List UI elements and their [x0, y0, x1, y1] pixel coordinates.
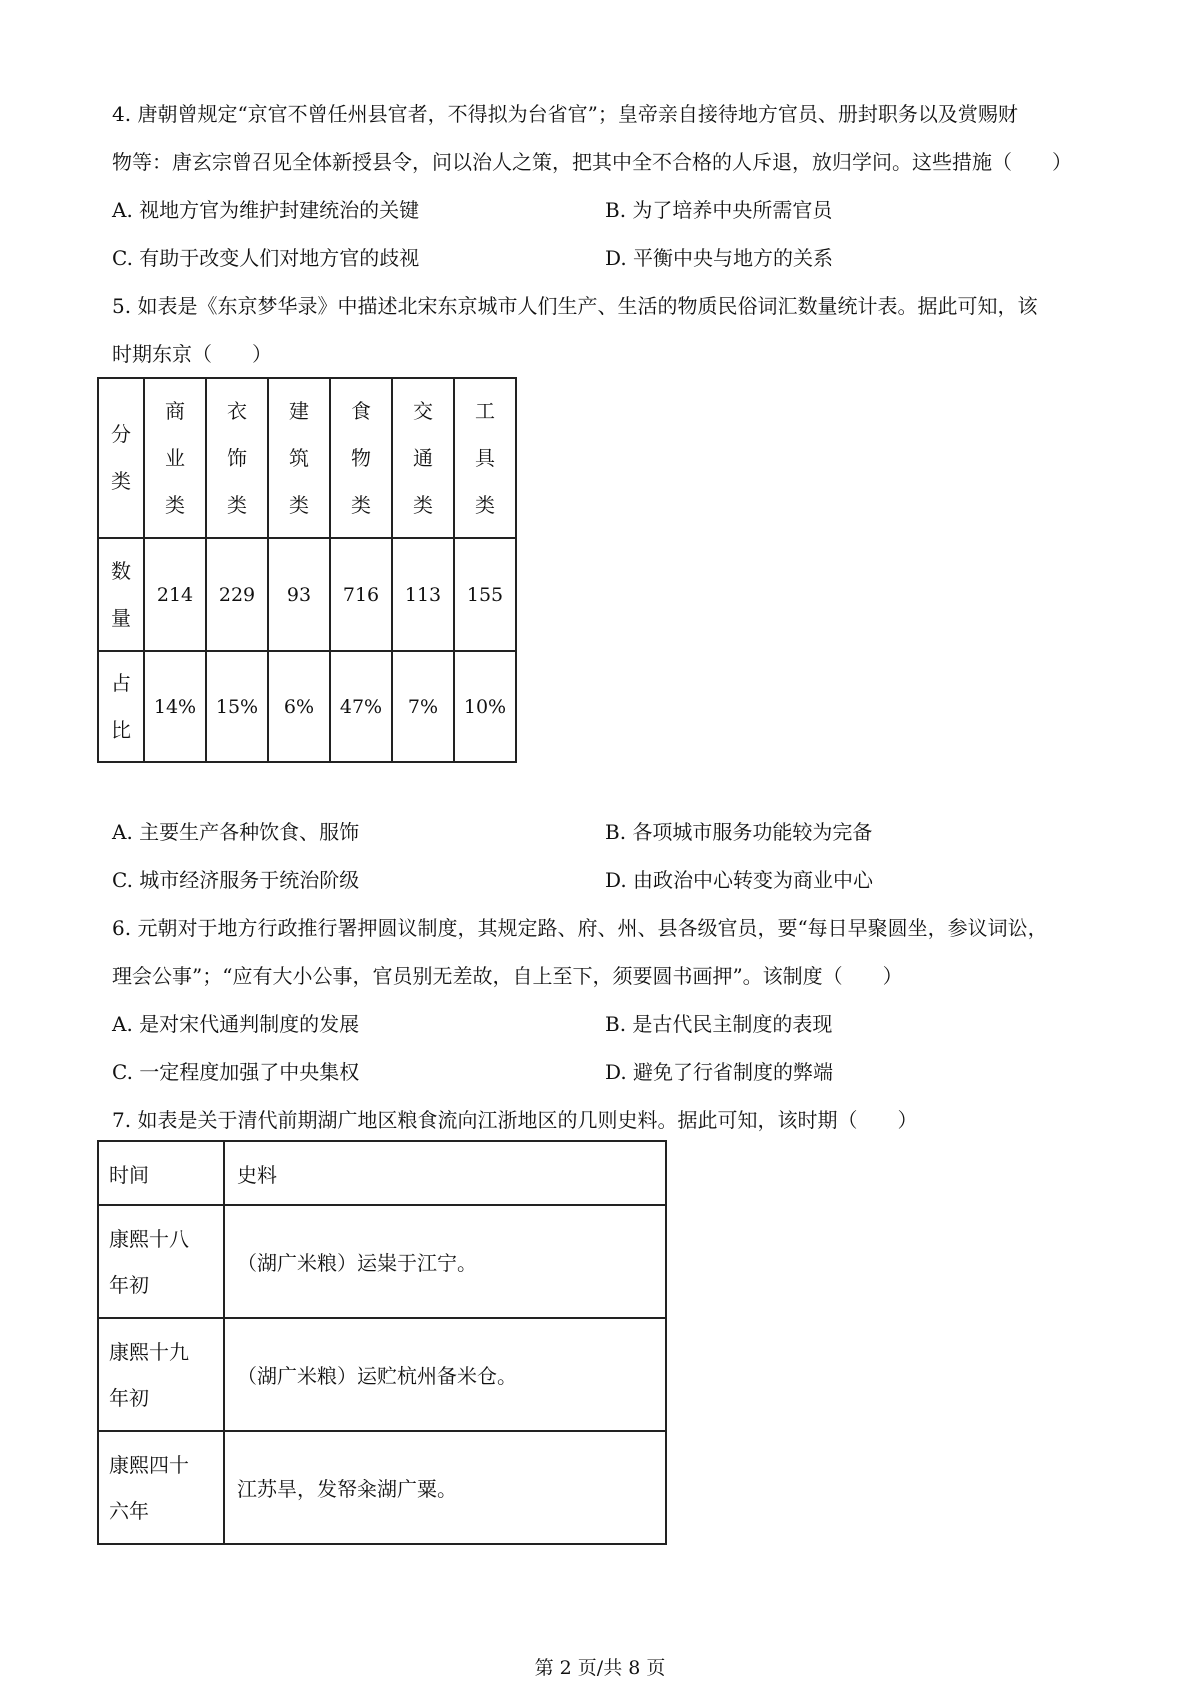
count-cell: 93 — [268, 538, 330, 651]
q6-stem-line2: 理会公事”；“应有大小公事，官员别无差故，自上至下，须要圆书画押”。该制度（ ） — [112, 964, 903, 988]
q6-option-c: C. 一定程度加强了中央集权 — [112, 1060, 360, 1084]
share-cell: 6% — [268, 651, 330, 762]
time-cell: 康熙十八 年初 — [98, 1205, 224, 1318]
q5-stem-line1: 5. 如表是《东京梦华录》中描述北宋东京城市人们生产、生活的物质民俗词汇数量统计表。据此可知，该 — [112, 294, 1038, 318]
table-header-row — [98, 1141, 666, 1205]
header-source: 史料 — [224, 1141, 666, 1205]
historical-records-table — [97, 1140, 667, 1545]
q5-option-a: A. 主要生产各种饮食、服饰 — [112, 820, 360, 844]
category-building: 建 筑 类 — [268, 378, 330, 538]
count-cell: 214 — [144, 538, 206, 651]
category-transport: 交 通 类 — [392, 378, 454, 538]
category-clothing: 衣 饰 类 — [206, 378, 268, 538]
count-cell: 155 — [454, 538, 516, 651]
category-food: 食 物 类 — [330, 378, 392, 538]
time-cell: 康熙四十 六年 — [98, 1431, 224, 1544]
table-row — [98, 378, 516, 538]
share-cell: 10% — [454, 651, 516, 762]
q4-option-a: A. 视地方官为维护封建统治的关键 — [112, 198, 420, 222]
q5-option-d: D. 由政治中心转变为商业中心 — [605, 868, 874, 892]
share-cell: 7% — [392, 651, 454, 762]
q5-option-b: B. 各项城市服务功能较为完备 — [605, 820, 873, 844]
table-row — [98, 538, 516, 651]
category-commerce: 商 业 类 — [144, 378, 206, 538]
q6-option-d: D. 避免了行省制度的弊端 — [605, 1060, 834, 1084]
q4-stem-line2: 物等：唐玄宗曾召见全体新授县令，问以治人之策，把其中全不合格的人斥退，放归学问。这些措施（ ） — [112, 150, 1072, 174]
share-cell: 15% — [206, 651, 268, 762]
row-header-count: 数 量 — [98, 538, 144, 651]
share-cell: 47% — [330, 651, 392, 762]
q5-stem-line2: 时期东京（ ） — [112, 342, 272, 366]
table-row — [98, 1431, 666, 1544]
share-cell: 14% — [144, 651, 206, 762]
table-row — [98, 1205, 666, 1318]
vocabulary-statistics-table — [97, 377, 517, 763]
header-time: 时间 — [98, 1141, 224, 1205]
table-row — [98, 1318, 666, 1431]
q6-stem-line1: 6. 元朝对于地方行政推行署押圆议制度，其规定路、府、州、县各级官员，要“每日早聚圆坐，参议词讼， — [112, 916, 1048, 940]
source-cell: （湖广米粮）运贮杭州备米仓。 — [224, 1318, 666, 1431]
q6-option-a: A. 是对宋代通判制度的发展 — [112, 1012, 360, 1036]
q5-option-c: C. 城市经济服务于统治阶级 — [112, 868, 360, 892]
time-cell: 康熙十九 年初 — [98, 1318, 224, 1431]
category-tools: 工 具 类 — [454, 378, 516, 538]
row-header-share: 占 比 — [98, 651, 144, 762]
table-row — [98, 651, 516, 762]
source-cell: （湖广米粮）运粜于江宁。 — [224, 1205, 666, 1318]
page-number: 第 2 页/共 8 页 — [534, 1657, 666, 1679]
q7-stem-line1: 7. 如表是关于清代前期湖广地区粮食流向江浙地区的几则史料。据此可知，该时期（ ） — [112, 1108, 918, 1132]
count-cell: 229 — [206, 538, 268, 651]
row-header-category: 分 类 — [98, 378, 144, 538]
count-cell: 716 — [330, 538, 392, 651]
q4-option-b: B. 为了培养中央所需官员 — [605, 198, 833, 222]
count-cell: 113 — [392, 538, 454, 651]
q4-option-d: D. 平衡中央与地方的关系 — [605, 246, 834, 270]
q4-option-c: C. 有助于改变人们对地方官的歧视 — [112, 246, 420, 270]
q6-option-b: B. 是古代民主制度的表现 — [605, 1012, 833, 1036]
source-cell: 江苏旱，发帑籴湖广粟。 — [224, 1431, 666, 1544]
q4-stem-line1: 4. 唐朝曾规定“京官不曾任州县官者，不得拟为台省官”；皇帝亲自接待地方官员、册封职务以及赏赐财 — [112, 102, 1018, 126]
